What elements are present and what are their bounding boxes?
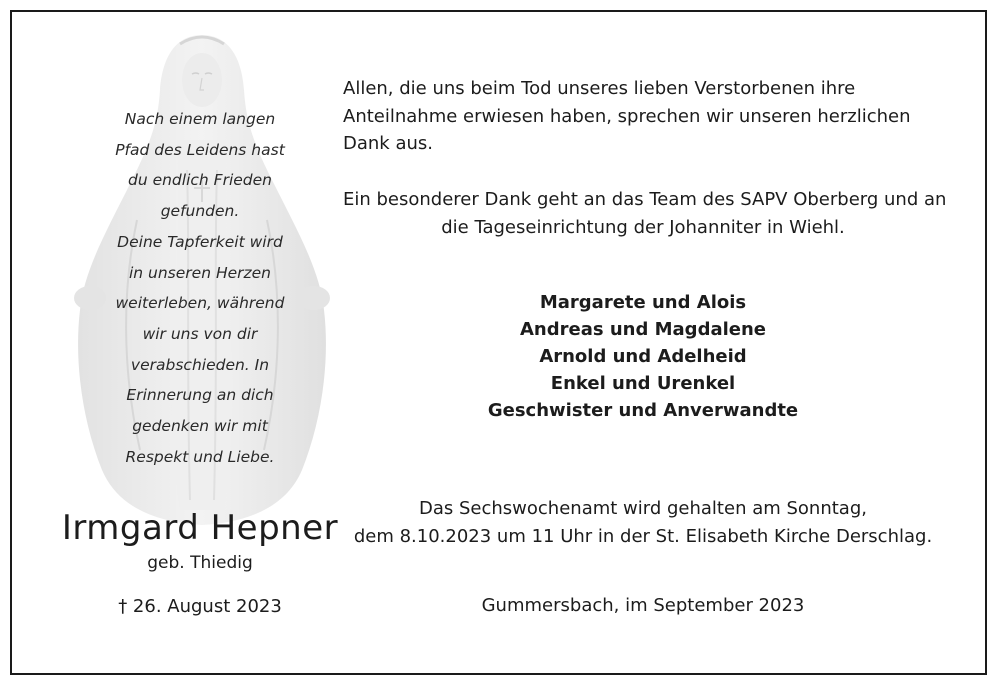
- thanks-line: Anteilnahme erwiesen haben, sprechen wir unseren herzlichen: [343, 105, 911, 127]
- family-list: [343, 289, 943, 424]
- memorial-poem: [100, 104, 300, 472]
- poem-line: in unseren Herzen: [128, 263, 272, 282]
- poem-line: Erinnerung an dich: [126, 386, 274, 405]
- poem-line: wir uns von dir: [142, 324, 258, 343]
- poem-line: verabschieden. In: [130, 355, 270, 374]
- poem-line: gedenken wir mit: [132, 417, 268, 436]
- thanks-line: Allen, die uns beim Tod unseres lieben Verstorbenen ihre: [343, 78, 856, 99]
- family-member: Geschwister und Anverwandte: [487, 400, 799, 421]
- thanks-paragraph: [343, 75, 911, 158]
- mass-announcement: [343, 495, 943, 551]
- poem-line: Deine Tapferkeit wird: [117, 232, 283, 251]
- special-thanks-line: die Tageseinrichtung der Johanniter in Wiehl.: [441, 216, 845, 238]
- poem-line: Nach einem langen: [124, 110, 276, 128]
- poem-line: Pfad des Leidens hast: [115, 140, 285, 159]
- death-date: † 26. August 2023: [118, 596, 282, 617]
- special-thanks-paragraph: [343, 186, 947, 241]
- family-member: Enkel und Urenkel: [550, 373, 736, 394]
- poem-line: Respekt und Liebe.: [125, 447, 275, 466]
- poem-line: gefunden.: [160, 202, 240, 221]
- poem-line: du endlich Frieden: [127, 171, 272, 190]
- thanks-line: Dank aus.: [343, 133, 433, 154]
- mass-line: Das Sechswochenamt wird gehalten am Sonntag,: [419, 498, 867, 519]
- special-thanks-line: Ein besonderer Dank geht an das Team des SAPV Oberberg und an: [343, 189, 947, 210]
- family-member: Andreas und Magdalene: [520, 319, 766, 340]
- mass-line: dem 8.10.2023 um 11 Uhr in der St. Elisabeth Kirche Derschlag.: [353, 526, 933, 547]
- place-date: Gummersbach, im September 2023: [481, 595, 805, 616]
- maiden-name: geb. Thiedig: [147, 553, 253, 573]
- poem-line: weiterleben, während: [115, 294, 285, 313]
- family-member: Margarete und Alois: [539, 292, 747, 313]
- deceased-name: Irmgard Hepner: [61, 508, 339, 548]
- family-member: Arnold und Adelheid: [539, 346, 747, 367]
